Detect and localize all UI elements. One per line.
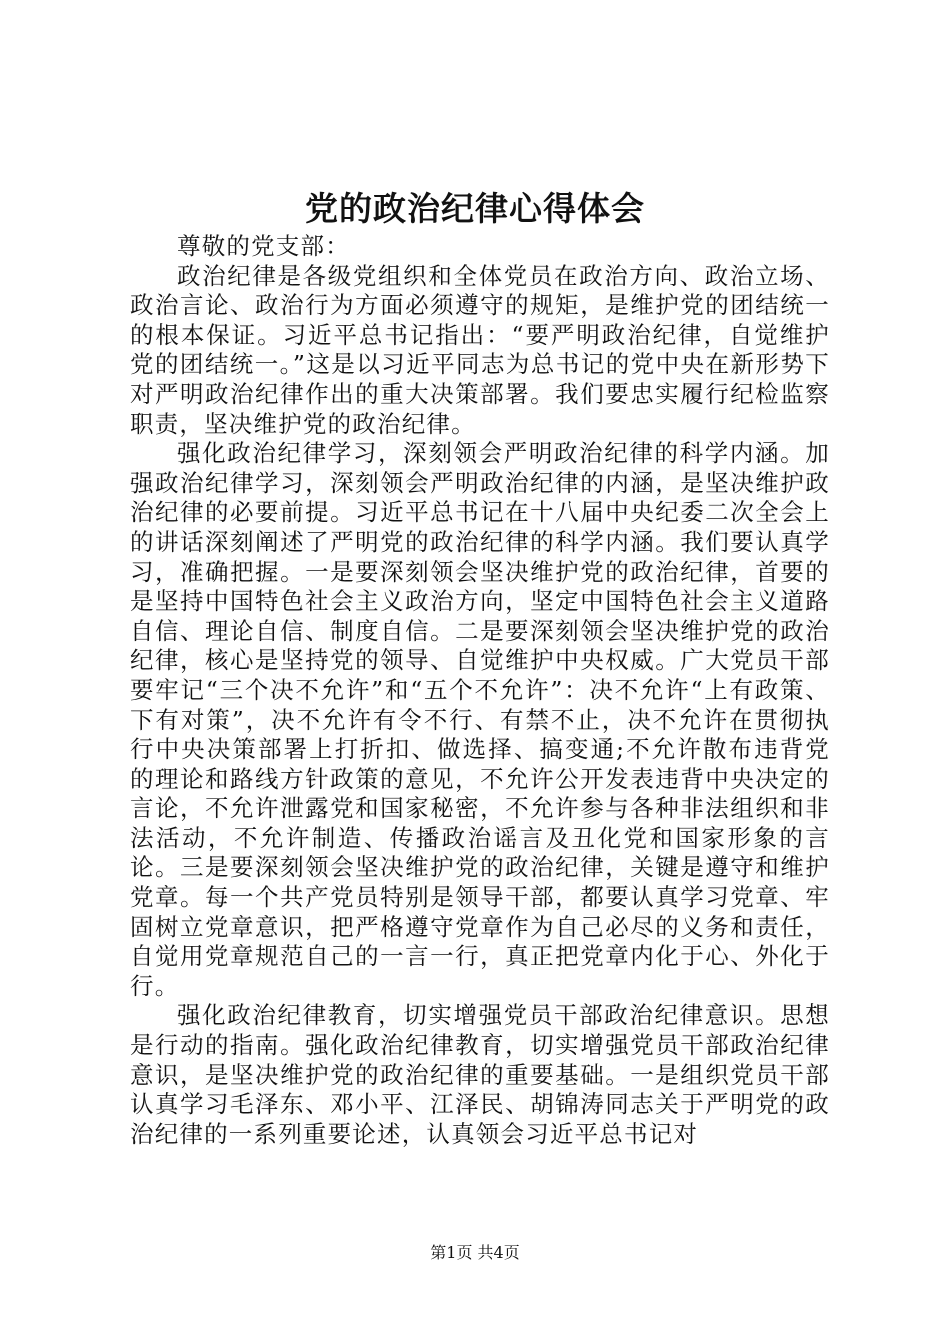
paragraph: 强化政治纪律学习，深刻领会严明政治纪律的科学内涵。加强政治纪律学习，深刻领会严明政治纪律的内涵，是坚决维护政治纪律的必要前提。习近平总书记在十八届中央纪委二次全会上的讲话深刻阐述了严明党的政治纪律的科学内涵。我们要认真学习，准确把握。一是要深刻领会坚决维护党的政治纪律，首要的是坚持中国特色社会主义政治方向，坚定中国特色社会主义道路自信、理论自信、制度自信。二是要深刻领会坚决维护党的政治纪律，核心是坚持党的领导、自觉维护中央权威。广大党员干部要牢记“三个决不允许”和“五个不允许”：决不允许“上有政策、下有对策”，决不允许有令不行、有禁不止，决不允许在贯彻执行中央决策部署上打折扣、做选择、搞变通;不允许散布违背党的理论和路线方针政策的意见，不允许公开发表违背中央决定的言论，不允许泄露党和国家秘密，不允许参与各种非法组织和非法活动，不允许制造、传播政治谣言及丑化党和国家形象的言论。三是要深刻领会坚决维护党的政治纪律，关键是遵守和维护党章。每一个共产党员特别是领导干部，都要认真学习党章、牢固树立党章意识，把严格遵守党章作为自己必尽的义务和责任，自觉用党章规范自己的一言一行，真正把党章内化于心、外化于行。 bbox=[130, 439, 830, 1000]
document-title: 党的政治纪律心得体会 bbox=[305, 189, 645, 228]
paragraph: 政治纪律是各级党组织和全体党员在政治方向、政治立场、政治言论、政治行为方面必须遵守的规矩，是维护党的团结统一的根本保证。习近平总书记指出：“要严明政治纪律，自觉维护党的团结统一。”这是以习近平同志为总书记的党中央在新形势下对严明政治纪律作出的重大决策部署。我们要忠实履行纪检监察职责，坚决维护党的政治纪律。 bbox=[130, 261, 830, 438]
page-number-footer: 第1页 共4页 bbox=[430, 1243, 520, 1262]
paragraph: 强化政治纪律教育，切实增强党员干部政治纪律意识。思想是行动的指南。强化政治纪律教育，切实增强党员干部政治纪律意识，是坚决维护党的政治纪律的重要基础。一是组织党员干部认真学习毛泽东、邓小平、江泽民、胡锦涛同志关于严明党的政治纪律的一系列重要论述，认真领会习近平总书记对 bbox=[130, 1001, 830, 1148]
document-body bbox=[130, 232, 830, 1149]
salutation: 尊敬的党支部： bbox=[177, 232, 350, 260]
